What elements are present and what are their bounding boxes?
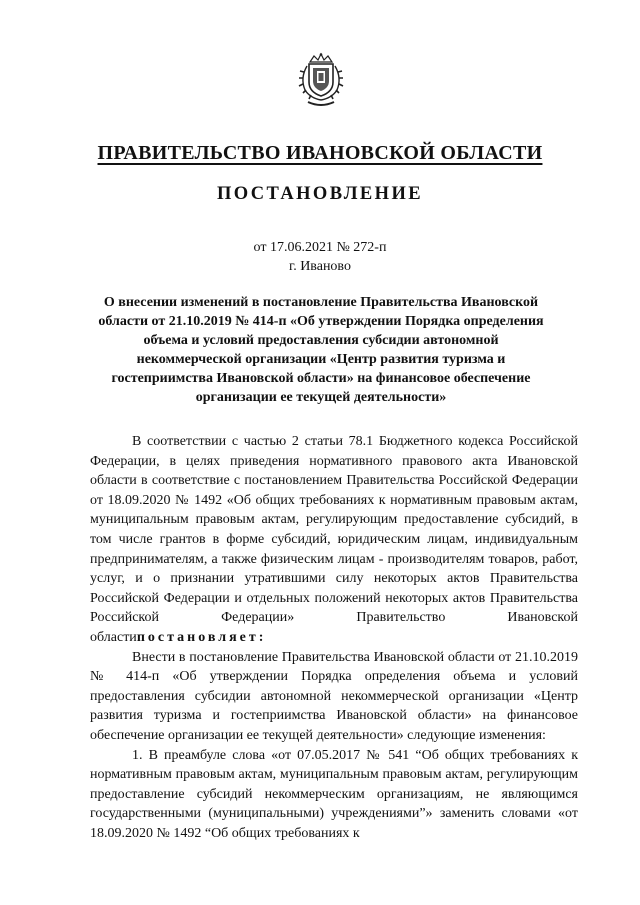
document-body (90, 432, 578, 843)
paragraph-amendment-intro: Внести в постановление Правительства Ивановской области от 21.10.2019 № 414-п «Об утверждении Порядка определения объема и условий предоставления субсидии автономной некоммерческой организации «Центр развития туризма и гостеприимства Ивановской области» на финансовое обеспечение организации ее текущей деятельности» следующие изменения: (90, 649, 578, 743)
paragraph-item-1: 1. В преамбуле слова «от 07.05.2017 № 541 “Об общих требованиях к нормативным правовым актам, муниципальным правовым актам, регулирующим предоставление субсидий некоммерческим организациям, не являющимся государственными (муниципальными) учреждениями”» заменить словами «от 18.09.2020 № 1492 “Об общих требованиях к (90, 747, 578, 841)
document-city: г. Иваново (289, 259, 351, 274)
coat-of-arms-emblem-icon (296, 52, 346, 108)
government-title: ПРАВИТЕЛЬСТВО ИВАНОВСКОЙ ОБЛАСТИ (97, 142, 543, 164)
document-type: ПОСТАНОВЛЕНИЕ (216, 184, 423, 204)
decree-word: постановляет: (136, 629, 267, 645)
preamble-text: В соответствии с частью 2 статьи 78.1 Бюджетного кодекса Российской Федерации, в целях приведения нормативного правового акта Ивановской области в соответствие с постановлением Правительства Российской Федерации от 18.09.2020 № 1492 «Об общих требованиях к нормативным правовым актам, муниципальным правовым актам, регулирующим предоставление субсидий, в том числе грантов в форме субсидий, юридическим лицам, индивидуальным предпринимателям, а также физическим лицам - производителям товаров, работ, услуг, и о признании утратившими силу некоторых актов Правительства Российской Федерации и отдельных положений некоторых актов Правительства Российской Федерации» Правительство Ивановской области (90, 434, 578, 645)
paragraph-preamble (90, 432, 578, 648)
document-date-number: от 17.06.2021 № 272-п (253, 240, 387, 255)
document-subject: О внесении изменений в постановление Правительства Ивановской области от 21.10.2019 № 414-п «Об утверждении Порядка определения объема и условий предоставления субсидии автономной некоммерческой организации «Центр развития туризма и гостеприимства Ивановской области» на финансовое обеспечение организации ее текущей деятельности» (98, 295, 544, 405)
